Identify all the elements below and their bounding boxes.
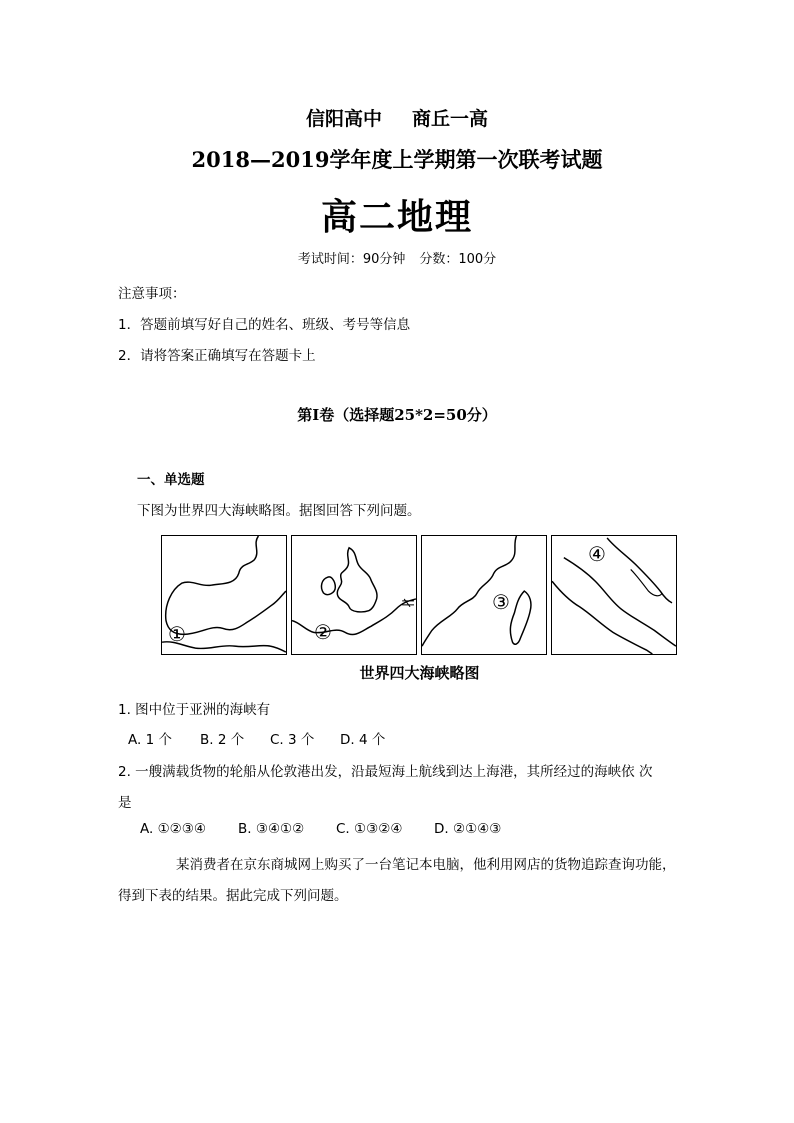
straits-figure bbox=[161, 535, 678, 657]
exam-time: 考试时间：90分钟 bbox=[297, 252, 406, 267]
q2-stem-line1: 2. 一艘满载货物的轮船从伦敦港出发，沿最短海上航线到达上海港，其所经过的海峡依 次 bbox=[118, 764, 653, 780]
strait-map-3 bbox=[422, 536, 546, 654]
passage-line-1: 某消费者在京东商城网上购买了一台笔记本电脑，他利用网店的货物追踪查询功能， bbox=[176, 857, 676, 873]
label-1: ① bbox=[168, 622, 186, 646]
q1-option-a: A. 1 个 bbox=[128, 732, 172, 748]
q2-option-a: A. ①②③④ bbox=[140, 821, 206, 837]
q2-options bbox=[140, 821, 501, 837]
q1-stem: 1. 图中位于亚洲的海峡有 bbox=[118, 702, 271, 718]
q1-option-b: B. 2 个 bbox=[200, 732, 245, 748]
notice-title: 注意事项： bbox=[118, 286, 186, 302]
notice-item-2: 2．请将答案正确填写在答题卡上 bbox=[118, 348, 316, 364]
q1-option-d: D. 4 个 bbox=[340, 732, 386, 748]
exam-meta bbox=[0, 248, 794, 267]
subject-title: 高二地理 bbox=[320, 196, 473, 238]
passage-line-2: 得到下表的结果。据此完成下列问题。 bbox=[118, 888, 348, 904]
notice-item-1: 1．答题前填写好自己的姓名、班级、考号等信息 bbox=[118, 317, 411, 333]
school-name-1: 信阳高中 bbox=[305, 108, 382, 130]
q2-option-d: D. ②①④③ bbox=[434, 821, 502, 837]
exam-score: 分数：100分 bbox=[419, 252, 497, 267]
question-intro: 下图为世界四大海峡略图。据图回答下列问题。 bbox=[137, 503, 421, 519]
q2-option-c: C. ①③②④ bbox=[336, 821, 403, 837]
figure-caption: 世界四大海峡略图 bbox=[359, 664, 480, 682]
q1-options bbox=[128, 728, 385, 748]
map-panel-3 bbox=[421, 535, 547, 655]
school-names bbox=[0, 104, 794, 131]
label-4: ④ bbox=[588, 542, 606, 566]
q1-option-c: C. 3 个 bbox=[270, 732, 315, 748]
strait-map-4 bbox=[552, 536, 676, 654]
map-panel-4 bbox=[551, 535, 677, 655]
q2-option-b: B. ③④①② bbox=[238, 821, 305, 837]
label-3: ③ bbox=[492, 590, 510, 614]
map-panel-2 bbox=[291, 535, 417, 655]
q2-stem-line2: 是 bbox=[118, 795, 132, 811]
part-title: 一、单选题 bbox=[137, 472, 205, 488]
exam-title: 2018—2019学年度上学期第一次联考试题 bbox=[191, 147, 603, 172]
school-name-2: 商丘一高 bbox=[412, 108, 489, 130]
map-panel-1 bbox=[161, 535, 287, 655]
label-2: ② bbox=[314, 620, 332, 644]
strait-map-2 bbox=[292, 536, 416, 654]
section-title: 第Ⅰ卷（选择题25*2=50分） bbox=[297, 406, 497, 424]
